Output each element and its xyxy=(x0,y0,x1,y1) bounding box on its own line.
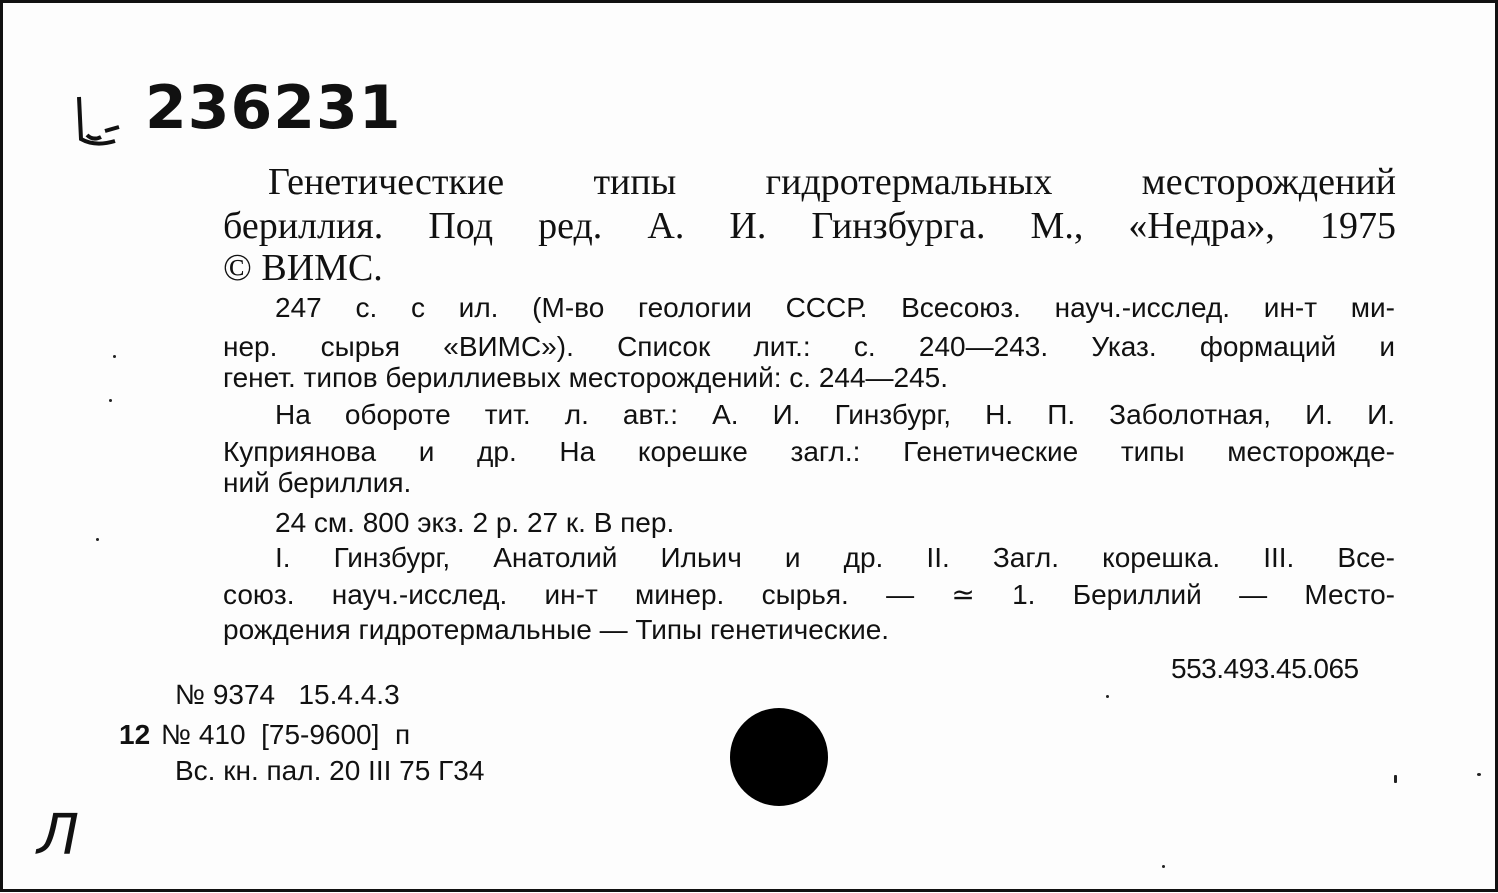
speck xyxy=(1106,695,1109,698)
tracings-line-1: I. Гинзбург, Анатолий Ильич и др. II. Загл. корешка. III. Все- xyxy=(275,542,1395,573)
handwritten-letter: Л xyxy=(37,803,80,868)
order-line: № 9374 15.4.4.3 xyxy=(175,679,400,710)
title-line-3: © ВИМС. xyxy=(223,247,383,289)
title-line-2: бериллия. Под ред. А. И. Гинзбурга. М., «Недра», 1975 xyxy=(223,205,1396,247)
speck xyxy=(96,538,99,541)
physical-description: 24 см. 800 экз. 2 р. 27 к. В пер. xyxy=(275,507,675,538)
speck xyxy=(113,355,116,358)
scribble-icon xyxy=(75,91,127,149)
speck xyxy=(1162,865,1165,868)
title-line-1: Генетичесткие типы гидротермальных месторождений xyxy=(268,161,1396,203)
verso-line-3: ний бериллия. xyxy=(223,467,412,498)
speck xyxy=(1477,773,1481,776)
stamp-number: 236231 xyxy=(145,73,402,143)
verso-line-1: На обороте тит. л. авт.: А. И. Гинзбург, Н. П. Заболотная, И. И. xyxy=(275,399,1395,430)
udc-number: 553.493.45.065 xyxy=(1171,653,1359,684)
description-line-2: нер. сырья «ВИМС»). Список лит.: с. 240—243. Указ. формаций и xyxy=(223,331,1395,362)
prefix-12: 12 xyxy=(119,719,151,750)
speck xyxy=(109,399,112,402)
description-line-1: 247 с. с ил. (М-во геологии СССР. Всесоюз. науч.-исслед. ин-т ми- xyxy=(275,292,1395,323)
speck xyxy=(1394,775,1397,783)
handwritten-mark xyxy=(75,91,127,149)
verso-line-2: Куприянова и др. На корешке загл.: Генетические типы месторожде- xyxy=(223,436,1395,467)
punch-hole xyxy=(730,708,828,806)
tracings-line-2: союз. науч.-исслед. ин-т минер. сырья. — ≃ 1. Бериллий — Место- xyxy=(223,579,1395,610)
description-line-3: генет. типов бериллиевых месторождений: с. 244—245. xyxy=(223,362,949,393)
record-line: № 410 [75-9600] п xyxy=(161,719,411,750)
tracings-line-3: рождения гидротермальные — Типы генетические. xyxy=(223,614,890,645)
chamber-line: Вс. кн. пал. 20 III 75 Г34 xyxy=(175,755,485,786)
